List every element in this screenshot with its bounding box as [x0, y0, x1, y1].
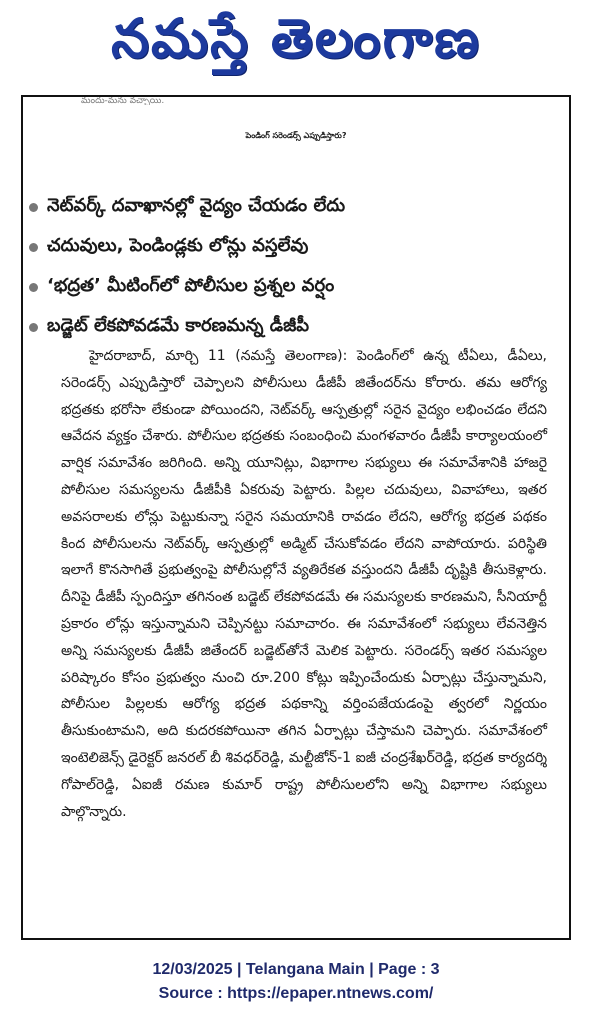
bullet-icon	[29, 243, 38, 252]
newspaper-logo: నమస్తే తెలంగాణ	[111, 6, 481, 70]
article-clipping	[21, 95, 571, 940]
bullet-item	[29, 229, 559, 266]
article-body	[61, 343, 547, 825]
bullet-item	[29, 269, 559, 306]
edition-info: 12/03/2025 | Telangana Main | Page : 3	[152, 961, 440, 978]
bullet-icon	[29, 203, 38, 212]
masthead	[0, 0, 592, 90]
bullet-icon	[29, 323, 38, 332]
highlight-bullets	[29, 189, 559, 349]
bullet-text: నెట్‌వర్క్ దవాఖానల్లో వైద్యం చేయడం లేదు	[47, 195, 346, 216]
bullet-text: చదువులు, పెండిండ్లకు లోన్లు వస్తలేవు	[47, 235, 309, 256]
article-headline: పెండింగ్ సరెండర్స్ ఎప్పుడిస్తారు?	[245, 131, 347, 140]
bullet-text: బడ్జెట్ లేకపోవడమే కారణమన్న డీజీపీ	[47, 315, 310, 336]
bullet-icon	[29, 283, 38, 292]
bullet-text: ‘భద్రత’ మీటింగ్‌లో పోలీసుల ప్రశ్నల వర్షం	[47, 275, 335, 296]
article-paragraph: హైదరాబాద్, మార్చి 11 (నమస్తే తెలంగాణ): పెండింగ్‌లో ఉన్న టీఏలు, డీఏలు, సరెండర్స్ ఎప్పుడిస్తారో చెప్పాలని పోలీసులు డీజీపీ జితేందర్‌ను కోరారు. తమ ఆరోగ్య భద్రతకు భరోసా లేకుండా పోయిందని, నెట్‌వర్క్ ఆస్పత్రుల్లో సరైన వైద్యం లభించడం లేదని ఆవేదన వ్యక్తం చేశారు. పోలీసుల భద్రతకు సంబంధించి మంగళవారం డీజీపీ కార్యాలయంలో వార్షిక సమావేశం జరిగింది. అన్ని యూనిట్లు, విభాగాల సభ్యులు ఈ సమావేశానికి హాజరై పోలీసుల సమస్యలను డీజీపీకి ఏకరువు పెట్టారు. పిల్లల చదువులు, వివాహాలు, ఇతర అవసరాలకు లోన్లు పెట్టుకున్నా సరైన సమయానికి రావడం లేదని, ఆరోగ్య భద్రత పథకం కింద పోలీసులను నెట్‌వర్క్ ఆస్పత్రుల్లో అడ్మిట్ చేసుకోవడం లేదని వాపోయారు. పరిస్థితి ఇలాగే కొనసాగితే ప్రభుత్వంపై పోలీసుల్లోనే వ్యతిరేకత వస్తుందని డీజీపీ దృష్టికి తీసుకెళ్లారు. దీనిపై డీజీపీ స్పందిస్తూ తగినంత బడ్జెట్ లేకపోవడమే ఈ సమస్యలకు కారణమని, సీనియార్టీ ప్రకారం లోన్లు ఇస్తున్నామని చెప్పినట్టు సమాచారం. ఈ సమావేశంలో సభ్యులు లేవనెత్తిన అన్ని సమస్యలకు డీజీపీ జితేందర్ బడ్జెట్‌తోనే మెలిక పెట్టారు. సరెండర్స్ ఇతర సమస్యల పరిష్కారం కోసం ప్రభుత్వం నుంచి రూ.200 కోట్లు ఇప్పించేందుకు ఏర్పాట్లు చేస్తున్నామని, పోలీసుల పిల్లలకు ఆరోగ్య భద్రత పథకాన్ని వర్తింపజేయడంపై త్వరలో నిర్ణయం తీసుకుంటామని, అది కుదరకపోయినా తగిన ఏర్పాట్లు చేస్తామని చెప్పారు. సమావేశంలో ఇంటెలిజెన్స్ డైరెక్టర్ జనరల్ బీ శివధర్‌రెడ్డి, మల్టీజోన్-1 ఐజీ చంద్రశేఖర్‌రెడ్డి, భద్రత కార్యదర్శి గోపాల్‌రెడ్డి, ఏఐజీ రమణ కుమార్ రాష్ట్ర పోలీసులలోని అన్ని విభాగాల సభ్యులు పాల్గొన్నారు.	[61, 348, 547, 820]
page-footer	[0, 958, 592, 1006]
bullet-item	[29, 309, 559, 346]
source-link[interactable]: Source : https://epaper.ntnews.com/	[158, 985, 434, 1002]
bullet-item	[29, 189, 559, 226]
previous-article-cut-line: మందు-మను వచ్చాయి.	[81, 97, 165, 105]
